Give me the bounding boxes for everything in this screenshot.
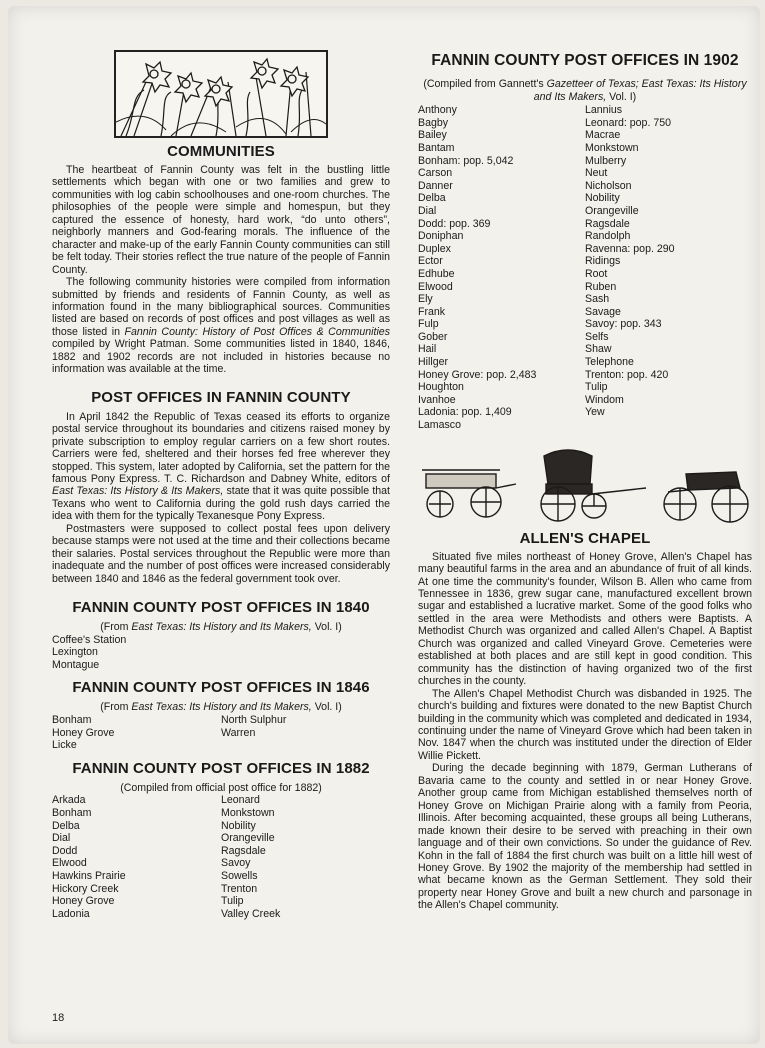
post-office-item: Selfs [585, 330, 609, 343]
post-office-item: Gober [418, 330, 448, 343]
po1846-list [52, 714, 390, 752]
post-office-item: North Sulphur [221, 714, 287, 727]
post-office-item: Ridings [585, 255, 621, 268]
post-office-item: Frank [418, 305, 446, 318]
po1882-source: (Compiled from official post office for 1882) [120, 781, 322, 794]
communities-p2-text-b: compiled by Wright Patman. Some communities listed in 1840, 1846, 1882 and 1902 records are not included in histories because no information was available at the time. [52, 338, 390, 376]
post-office-item: Savoy: pop. 343 [585, 318, 662, 331]
post-office-item: Licke [52, 739, 77, 752]
post-office-item: Hail [418, 343, 437, 356]
post-office-item: Telephone [585, 356, 634, 369]
carriages-illustration [418, 444, 752, 524]
post-office-item: Dial [418, 204, 437, 217]
post-offices-p1-text-a: In April 1842 the Republic of Texas ceased its efforts to organize postal service throughout its boundaries and citizens raised money by private subscription to employ regular carriers on a few short routes. Carriers were fed, sheltered and their horses fed free wherever they stopped. This system, later adopted by California, set the pattern for the famous Pony Express. T. C. Richardson and Dabney White, editors of [52, 410, 390, 485]
post-office-item: Dial [52, 832, 71, 845]
post-office-item: Tulip [221, 895, 244, 908]
left-column [52, 48, 390, 920]
po1846-src-b: Vol. I) [311, 701, 342, 714]
post-office-item: Lamasco [418, 419, 461, 432]
post-office-item: Leonard: pop. 750 [585, 116, 672, 129]
post-office-item: Ladonia [52, 907, 90, 920]
post-office-item: Root [585, 267, 608, 280]
post-office-item: Danner [418, 179, 453, 192]
post-office-item: Hillger [418, 356, 449, 369]
post-office-item: Ravenna: pop. 290 [585, 242, 675, 255]
post-office-item: Ragsdale [221, 844, 266, 857]
communities-paragraph-2 [52, 276, 390, 376]
po1846-src-italic: East Texas: Its History and Its Makers, [131, 701, 312, 714]
post-office-item: Ely [418, 293, 433, 306]
po1902-heading: FANNIN COUNTY POST OFFICES IN 1902 [431, 52, 739, 69]
post-office-item: Bantam [418, 141, 455, 154]
carriage-icon [418, 444, 752, 524]
post-office-item: Montague [52, 658, 100, 671]
post-office-item: Coffee's Station [52, 633, 127, 646]
communities-p2-italic: Fannin County: History of Post Offices & Communities [124, 325, 390, 338]
post-office-item: Hawkins Prairie [52, 869, 126, 882]
post-office-item: Ruben [585, 280, 617, 293]
po1902-src-a: (Compiled from Gannett's [423, 78, 547, 90]
post-office-item: Dodd: pop. 369 [418, 217, 491, 230]
post-office-item: Fulp [418, 318, 439, 331]
post-office-item: Carson [418, 167, 453, 180]
post-offices-paragraph-2: Postmasters were supposed to collect postal fees upon delivery because stamps were not used at the time and their collections became their salaries. Postal services throughout the Republic were more than inadequate and the number of post offices were increased considerably between 1840 and 1846 as the federal government took over. [52, 522, 390, 585]
po1846-heading: FANNIN COUNTY POST OFFICES IN 1846 [72, 679, 370, 697]
po1846-source [52, 701, 390, 714]
post-office-item: Sash [585, 293, 610, 306]
communities-p2-text-a: The following community histories were compiled from information submitted by friends and residents of Fannin County, as well as information found in the many bibliographical sources. Communities listed are based on records of post offices and post villages as well as those listed in [52, 276, 390, 338]
post-office-item: Macrae [585, 129, 621, 142]
post-office-item: Delba [52, 819, 80, 832]
po1840-src-b: Vol. I) [311, 621, 342, 634]
po1902-source [418, 78, 752, 103]
post-office-item: Warren [221, 726, 256, 739]
post-office-item: Duplex [418, 242, 451, 255]
post-office-item: Bonham [52, 714, 92, 727]
allens-chapel-paragraph-2: The Allen's Chapel Methodist Church was disbanded in 1925. The church's building and fixtures were donated to the new Baptist Church building in the community which was completed and dedicated in 1934, continuing under the name of Vineyard Grove which had been taken in Nov. 1847 when the church was instituted under the direction of Elder Willie Pickett. [418, 687, 752, 762]
post-office-item: Dodd [52, 844, 78, 857]
post-office-item [585, 419, 752, 432]
post-office-item: Monkstown [221, 806, 275, 819]
post-offices-paragraph-1 [52, 411, 390, 523]
po1840-list [52, 634, 390, 672]
post-office-item: Honey Grove [52, 895, 115, 908]
post-office-item: Hickory Creek [52, 882, 119, 895]
post-office-item: Bagby [418, 116, 449, 129]
post-office-item: Trenton: pop. 420 [585, 368, 669, 381]
post-office-item: Honey Grove [52, 726, 115, 739]
post-office-item: Ladonia: pop. 1,409 [418, 406, 512, 419]
daffodil-illustration [114, 50, 328, 138]
po1882-heading: FANNIN COUNTY POST OFFICES IN 1882 [72, 759, 370, 777]
post-office-item: Elwood [418, 280, 453, 293]
post-office-item: Nobility [221, 819, 256, 832]
post-office-item: Orangeville [585, 204, 639, 217]
post-offices-p1-text-b: state that it was quite possible that Texans who went to California during the gold rush days carried the idea with them for the typically Texanesque Pony Express. [52, 485, 390, 523]
po1902-list [418, 104, 752, 431]
post-office-item: Elwood [52, 857, 87, 870]
page-number: 18 [52, 1012, 65, 1024]
po1902-src-b: Vol. I) [606, 90, 637, 103]
post-office-item: Mulberry [585, 154, 627, 167]
post-offices-p1-italic: East Texas: Its History & Its Makers, [52, 485, 224, 498]
post-office-item: Tulip [585, 381, 608, 394]
post-office-item: Honey Grove: pop. 2,483 [418, 368, 537, 381]
po1840-source [52, 621, 390, 634]
post-offices-heading: POST OFFICES IN FANNIN COUNTY [91, 388, 351, 406]
right-column [418, 52, 752, 912]
post-office-item: Yew [585, 406, 605, 419]
po1840-heading: FANNIN COUNTY POST OFFICES IN 1840 [72, 599, 370, 617]
po1840-src-italic: East Texas: Its History and Its Makers, [131, 621, 312, 634]
post-office-item: Savoy [221, 857, 251, 870]
post-office-item: Ragsdale [585, 217, 630, 230]
post-office-item: Bailey [418, 129, 447, 142]
po1840-src-a: (From [100, 621, 132, 634]
post-office-item: Delba [418, 192, 446, 205]
daffodil-icon [116, 52, 326, 136]
post-office-item: Neut [585, 167, 608, 180]
communities-heading: COMMUNITIES [167, 143, 275, 160]
po1882-list [52, 794, 390, 920]
allens-chapel-paragraph-1: Situated five miles northeast of Honey Grove, Allen's Chapel has many beautiful farms in the area and an abundance of fruit of all kinds. At one time the community's founder, Wilson B. Allen who came from Tennessee in 1836, grew sugar cane, manufactured excellent brown sugar and established a lucrative market. Some of the good folks who settled in the area were Methodists and others were Baptists. A Methodist Church was organized and called Allen's Chapel. A Baptist Church was organized and called Vineyard Grove. Cemeteries were established at both places and are still kept in good condition. This community has the distinction of having organized two of the first churches in the county. [418, 550, 752, 688]
post-office-item: Doniphan [418, 230, 464, 243]
post-office-item: Lannius [585, 104, 623, 117]
post-office-item [221, 739, 390, 752]
post-office-item: Ector [418, 255, 443, 268]
post-office-item: Edhube [418, 267, 455, 280]
communities-paragraph-1: The heartbeat of Fannin County was felt in the bustling little settlements which began with one or two families and grew to communities with log cabin schoolhouses and one-room churches. The philosophies of the people were simple and homespun, but they captured the essence of honesty, hard work, “do unto others”, neighborly manners and God-fearing morals. The influence of the character and make-up of the early Fannin County communities can still be felt today. Their stories reflect the true nature of the people of Fannin County. [52, 164, 390, 276]
post-office-item: Nobility [585, 192, 620, 205]
post-office-item: Nicholson [585, 179, 632, 192]
post-office-item: Valley Creek [221, 907, 281, 920]
allens-chapel-heading: ALLEN'S CHAPEL [519, 529, 651, 547]
post-office-item: Anthony [418, 104, 457, 117]
allens-chapel-paragraph-3: During the decade beginning with 1879, German Lutherans of Bavaria came to the county and settled in or near Honey Grove. Another group came from Michigan established themselves north of Honey Grove on Michigan Prairie along with a family from Peoria, Illinois. After becoming acquainted, these groups all being Lutherans, made known their desire to be served with preaching in their own language and of their own convictions. So under the guidance of Rev. Kohn in the fall of 1884 the first church was built on a little hill west of Honey Grove. By 1902 the majority of the membership had settled in what became known as the German Settlement. They sold their property near Honey Grove and built a new church and parsonage in the Allen's Chapel community. [418, 762, 752, 912]
po1902-src-italic: Gazetteer of Texas; East Texas: Its History and Its Makers, [533, 78, 747, 103]
post-office-item: Shaw [585, 343, 612, 356]
post-office-item: Lexington [52, 646, 98, 659]
post-office-item: Randolph [585, 230, 631, 243]
post-office-item: Windom [585, 393, 624, 406]
post-office-item: Trenton [221, 882, 258, 895]
post-office-item: Orangeville [221, 832, 275, 845]
post-office-item: Savage [585, 305, 621, 318]
post-office-item: Arkada [52, 794, 86, 807]
post-office-item: Sowells [221, 869, 258, 882]
post-office-item: Monkstown [585, 141, 639, 154]
post-office-item: Houghton [418, 381, 464, 394]
post-office-item: Bonham: pop. 5,042 [418, 154, 514, 167]
po1846-src-a: (From [100, 701, 132, 714]
post-office-item: Bonham [52, 806, 92, 819]
post-office-item: Ivanhoe [418, 393, 456, 406]
post-office-item: Leonard [221, 794, 260, 807]
